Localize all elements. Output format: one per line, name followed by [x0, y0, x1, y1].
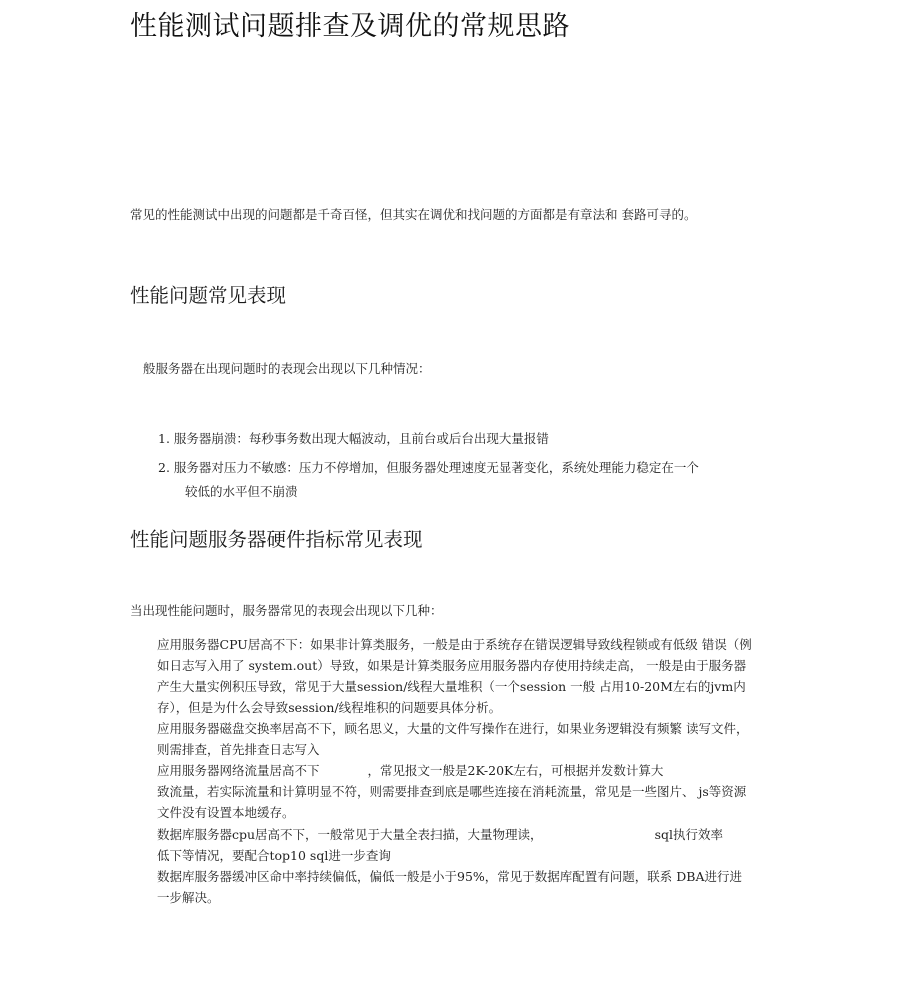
section2-lead: 当出现性能问题时，服务器常见的表现会出现以下几种： — [130, 603, 443, 618]
list-item: 2. 服务器对压力不敏感：压力不停增加，但服务器处理速度无显著变化，系统处理能力稳定在一个 — [158, 460, 699, 475]
paragraph-db-cpu — [157, 824, 777, 866]
paragraph-line: 文件没有设置本地缓存。 — [157, 805, 295, 820]
paragraph-line: 存），但是为什么会导致session/线程堆积的问题要具体分析。 — [157, 700, 502, 715]
paragraph-line: 低下等情况，要配合top10 sql进一步查询 — [157, 848, 391, 863]
paragraph-line: 致流量，若实际流量和计算明显不符，则需要排查到底是哪些连接在消耗流量，常见是一些图片、 js等资源 — [157, 784, 747, 799]
page-title: 性能测试问题排查及调优的常规思路 — [130, 11, 570, 42]
paragraph-line: 一步解决。 — [157, 890, 220, 905]
paragraph-line: 数据库服务器缓冲区命中率持续偏低，偏低一般是小于95%，常见于数据库配置有问题，联系 DBA进行进 — [157, 869, 742, 884]
paragraph-fragment: ，常见报文一般是2K-20K左右，可根据并发数计算大 — [367, 763, 664, 778]
paragraph-fragment: 应用服务器网络流量居高不下 — [157, 763, 320, 778]
paragraph-line: 则需排查，首先排查日志写入 — [157, 742, 320, 757]
paragraph-fragment: 数据库服务器cpu居高不下，一般常见于大量全表扫描，大量物理读， — [157, 827, 543, 842]
intro-paragraph: 常见的性能测试中出现的问题都是千奇百怪，但其实在调优和找问题的方面都是有章法和 套路可寻的。 — [130, 207, 697, 222]
paragraph-db-buffer — [157, 866, 777, 908]
paragraph-line — [157, 760, 777, 781]
paragraph-app-network — [157, 760, 777, 823]
section-heading-hardware: 性能问题服务器硬件指标常见表现 — [130, 528, 423, 551]
paragraph-line: 应用服务器磁盘交换率居高不下，顾名思义，大量的文件写操作在进行，如果业务逻辑没有频繁 读写文件， — [157, 721, 749, 736]
paragraph-line — [157, 824, 777, 845]
paragraph-fragment: sql执行效率 — [654, 827, 723, 842]
paragraph-app-cpu — [157, 634, 777, 718]
paragraph-line: 应用服务器CPU居高不下：如果非计算类服务，一般是由于系统存在错误逻辑导致线程锁或有低级 错误（例 — [157, 637, 752, 652]
paragraph-line: 产生大量实例积压导致，常见于大量session/线程大量堆积（一个session 一般 占用10-20M左右的jvm内 — [157, 679, 746, 694]
list-item-continuation: 较低的水平但不崩溃 — [185, 484, 298, 499]
section1-lead: 般服务器在出现问题时的表现会出现以下几种情况： — [143, 361, 431, 376]
section-heading-symptoms: 性能问题常见表现 — [130, 284, 287, 307]
list-item: 1. 服务器崩溃：每秒事务数出现大幅波动，且前台或后台出现大量报错 — [158, 431, 549, 446]
paragraph-app-disk — [157, 718, 777, 760]
paragraph-line: 如日志写入用了 system.out）导致，如果是计算类服务应用服务器内存使用持续走高， 一般是由于服务器 — [157, 658, 747, 673]
